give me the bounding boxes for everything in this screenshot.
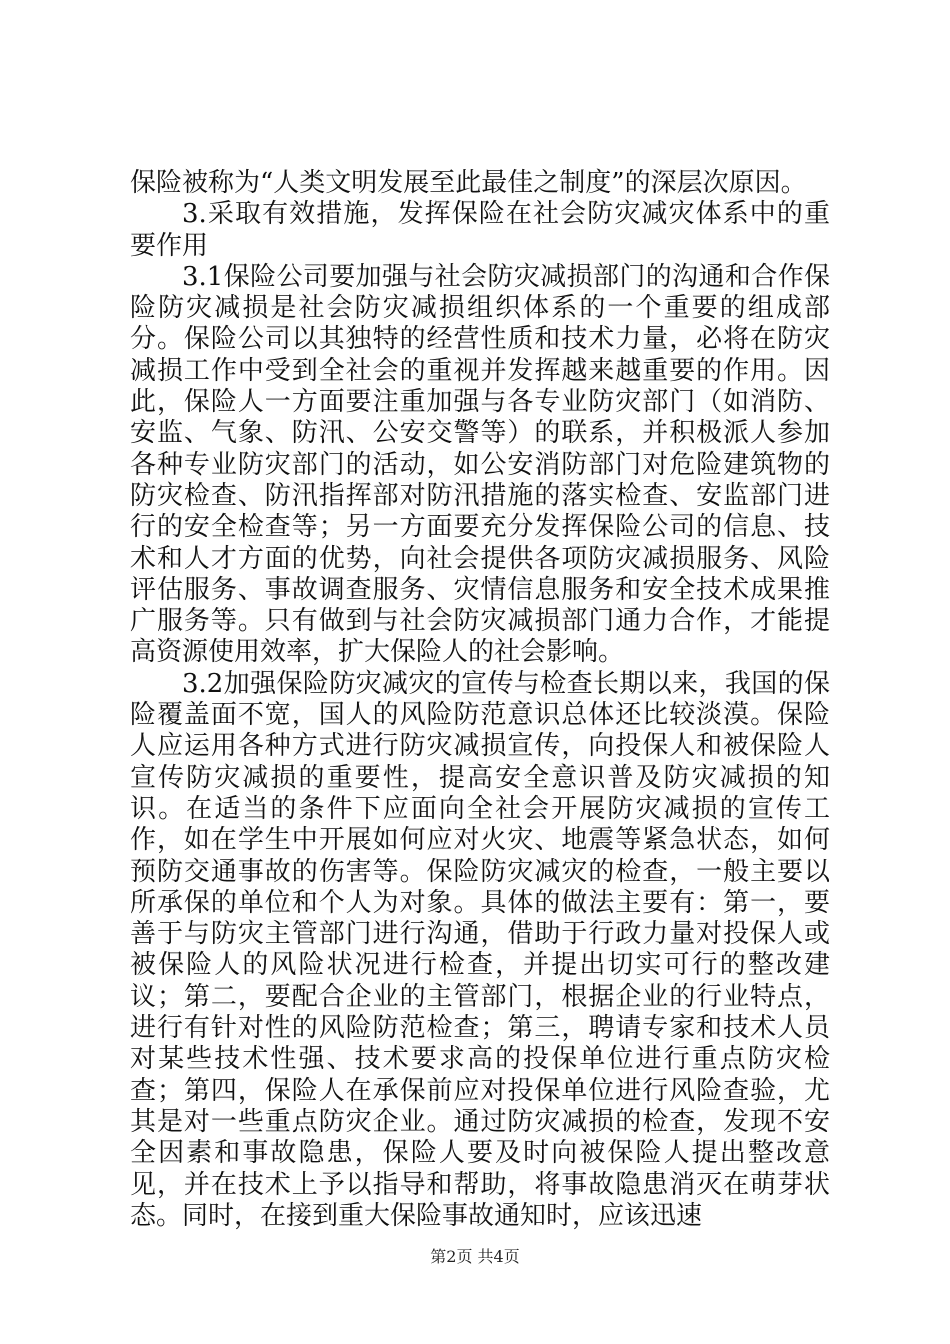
page-number: 第2页 共4页 [430, 1247, 520, 1266]
paragraph-3-1: 3.1保险公司要加强与社会防灾减损部门的沟通和合作保险防灾减损是社会防灾减损组织体系的一个重要的组成部分。保险公司以其独特的经营性质和技术力量，必将在防灾减损工作中受到全社会的重视并发挥越来越重要的作用。因此，保险人一方面要注重加强与各专业防灾部门（如消防、安监、气象、防汛、公安交警等）的联系，并积极派人参加各种专业防灾部门的活动，如公安消防部门对危险建筑物的防灾检查、防汛指挥部对防汛措施的落实检查、安监部门进行的安全检查等；另一方面要充分发挥保险公司的信息、技术和人才方面的优势，向社会提供各项防灾减损服务、风险评估服务、事故调查服务、灾情信息服务和安全技术成果推广服务等。只有做到与社会防灾减损部门通力合作，才能提高资源使用效率，扩大保险人的社会影响。 [130, 261, 830, 668]
paragraph-3-2: 3.2加强保险防灾减灾的宣传与检查长期以来，我国的保险覆盖面不宽，国人的风险防范意识总体还比较淡漠。保险人应运用各种方式进行防灾减损宣传，向投保人和被保险人宣传防灾减损的重要性，提高安全意识普及防灾减损的知识。在适当的条件下应面向全社会开展防灾减损的宣传工作，如在学生中开展如何应对火灾、地震等紧急状态，如何预防交通事故的伤害等。保险防灾减灾的检查，一般主要以所承保的单位和个人为对象。具体的做法主要有：第一，要善于与防灾主管部门进行沟通，借助于行政力量对投保人或被保险人的风险状况进行检查，并提出切实可行的整改建议；第二，要配合企业的主管部门，根据企业的行业特点，进行有针对性的风险防范检查；第三，聘请专家和技术人员对某些技术性强、技术要求高的投保单位进行重点防灾检查；第四，保险人在承保前应对投保单位进行风险查验，尤其是对一些重点防灾企业。通过防灾减损的检查，发现不安全因素和事故隐患，保险人要及时向被保险人提出整改意见，并在技术上予以指导和帮助，将事故隐患消灭在萌芽状态。同时，在接到重大保险事故通知时，应该迅速 [130, 668, 830, 1231]
section-heading-3: 3.采取有效措施，发挥保险在社会防灾减灾体系中的重要作用 [130, 199, 830, 261]
document-body [130, 168, 830, 1232]
paragraph-continuation: 保险被称为“人类文明发展至此最佳之制度”的深层次原因。 [130, 168, 807, 198]
